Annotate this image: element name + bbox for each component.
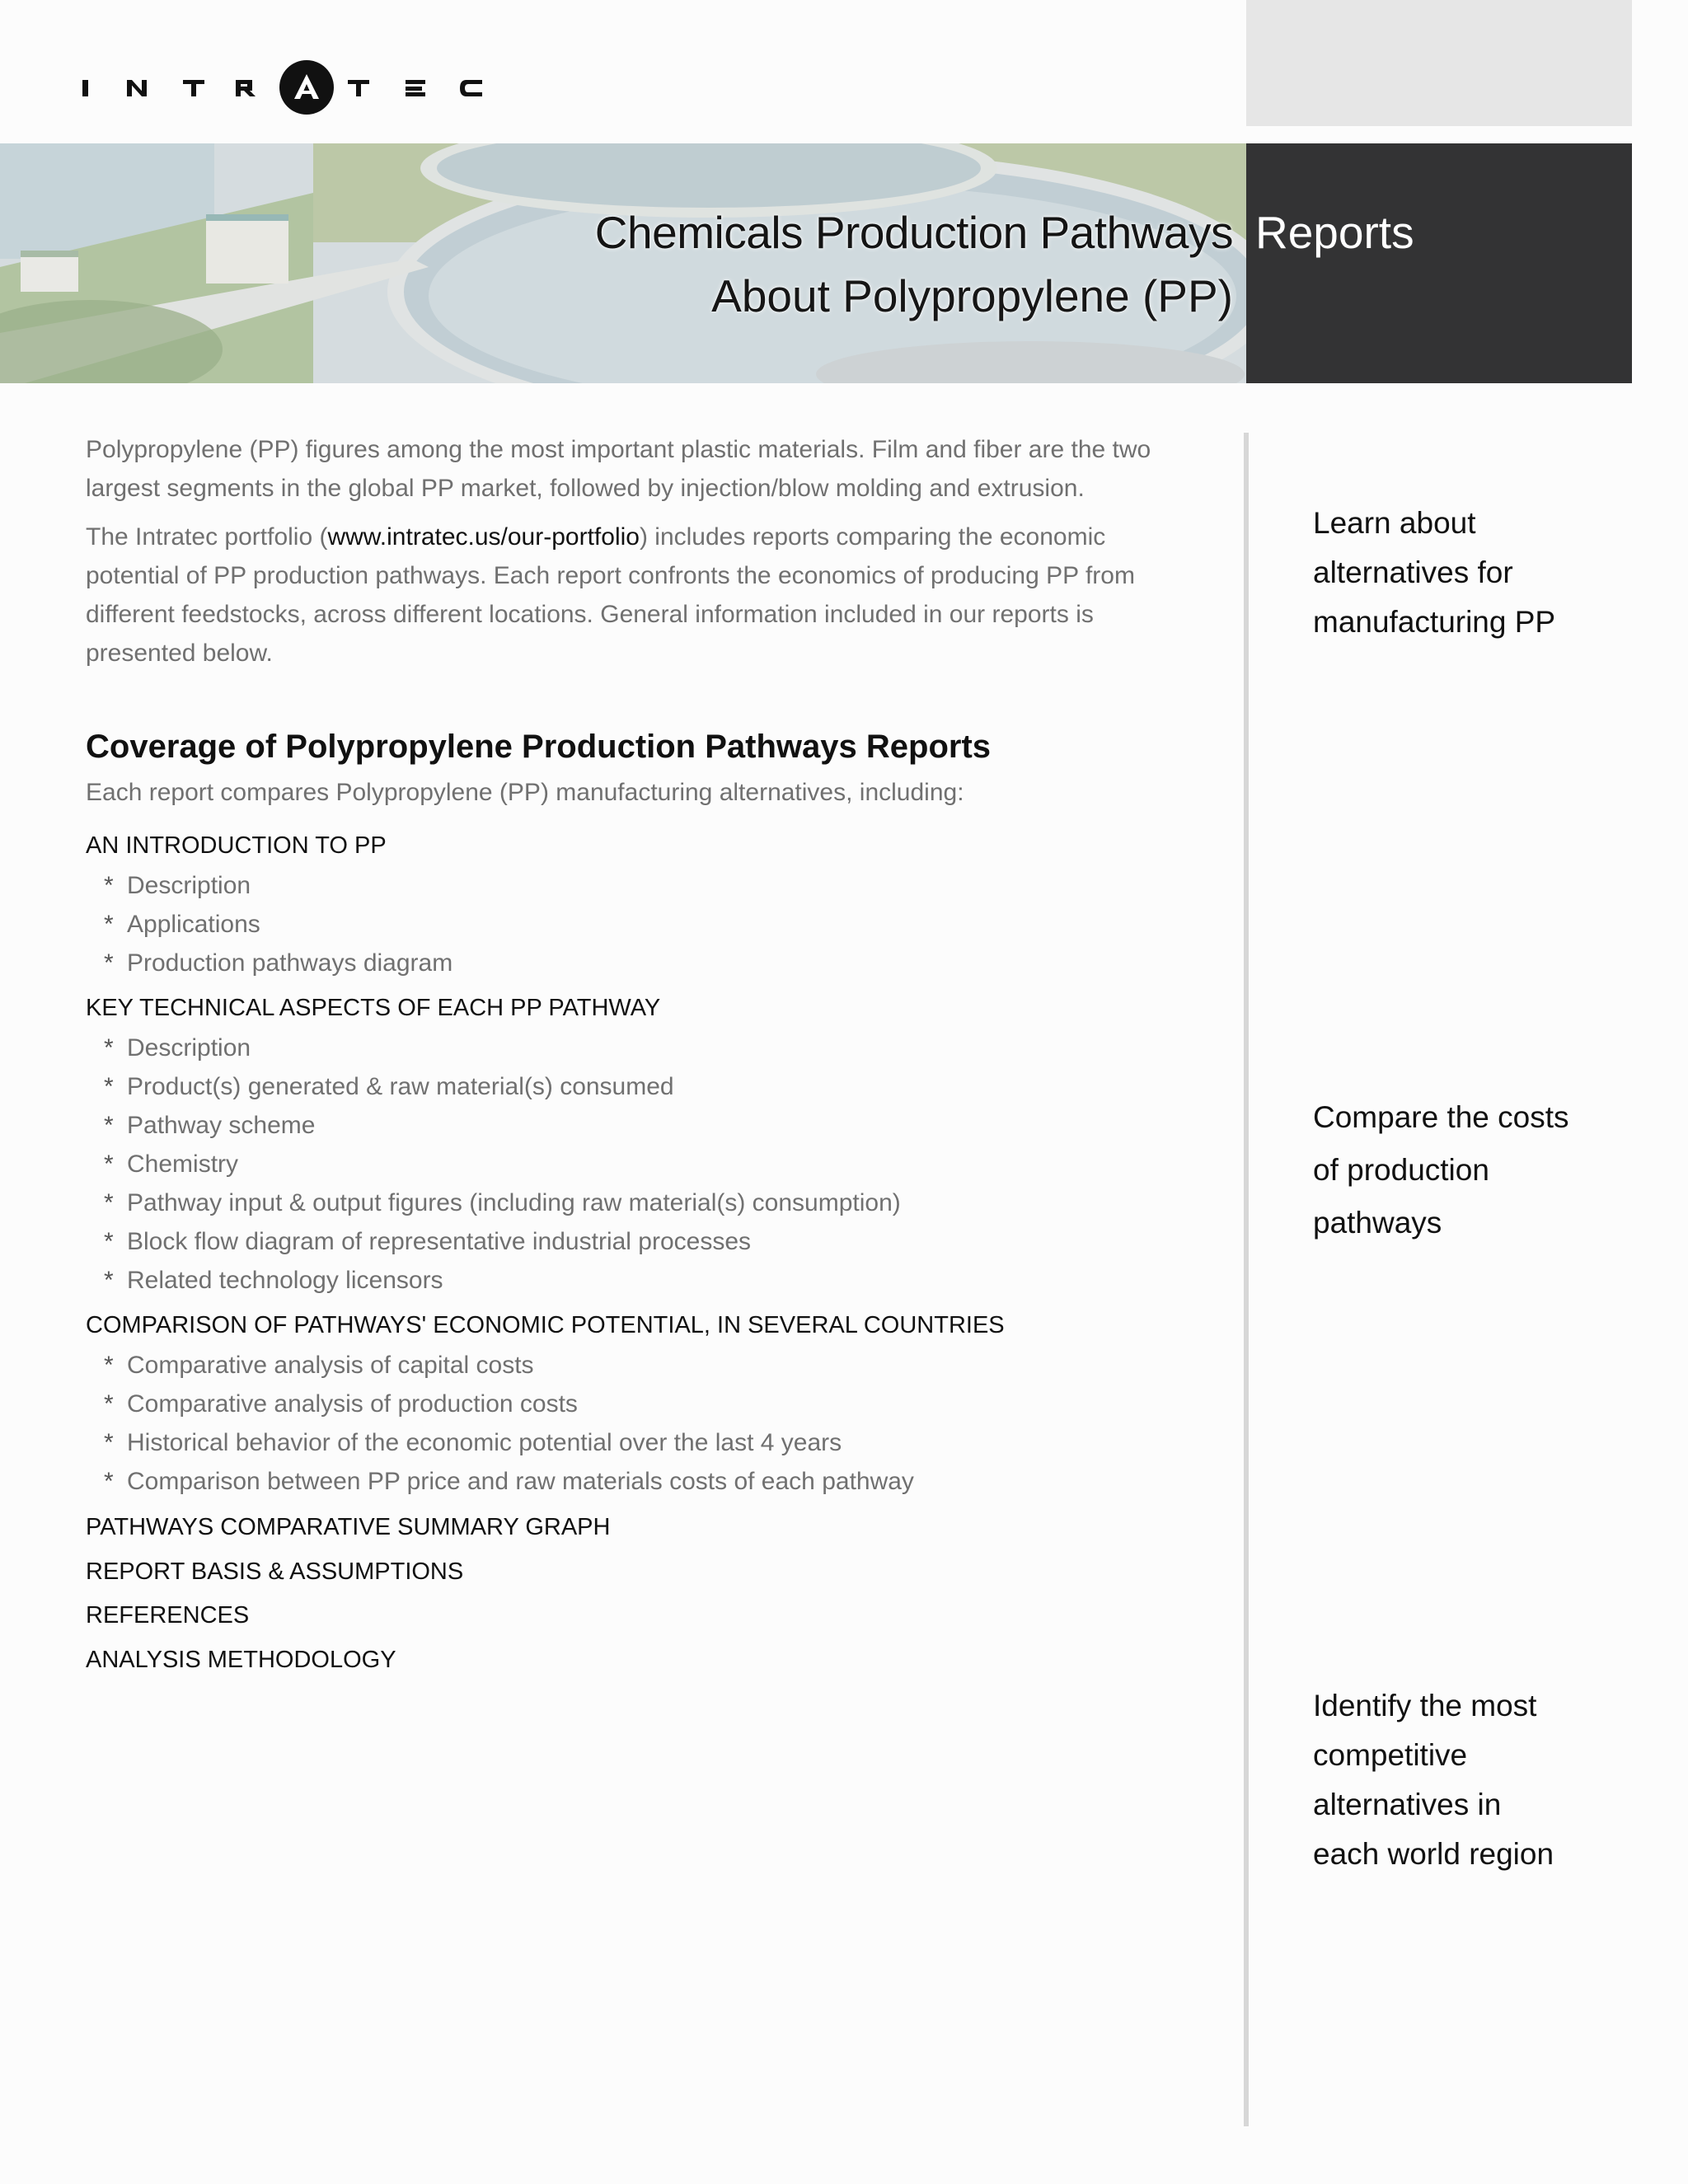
basis-assumptions-title: REPORT BASIS & ASSUMPTIONS	[86, 1558, 464, 1585]
bullet-star: *	[104, 1267, 114, 1294]
list-item-text: Comparison between PP price and raw materials costs of each pathway	[127, 1468, 914, 1495]
intro-text-before-link: The Intratec portfolio (	[86, 523, 328, 551]
intro-paragraph-2	[86, 518, 1190, 673]
bullet-star: *	[104, 1189, 114, 1216]
sidebar-callout-compare	[1313, 1091, 1610, 1249]
list-item-text: Historical behavior of the economic potential over the last 4 years	[127, 1429, 842, 1456]
group-title: KEY TECHNICAL ASPECTS OF EACH PP PATHWAY	[86, 995, 661, 1021]
bullet-star: *	[104, 1352, 114, 1379]
callout-line: alternatives for	[1313, 555, 1513, 589]
bullet-star: *	[104, 1034, 114, 1062]
list-item-text: Applications	[127, 911, 260, 938]
bullet-star: *	[104, 1151, 114, 1178]
bullet-star: *	[104, 1429, 114, 1456]
list-item-text: Block flow diagram of representative industrial processes	[127, 1228, 752, 1255]
main-content	[86, 430, 1190, 1682]
list-item-text: Related technology licensors	[127, 1267, 443, 1294]
list-item-text: Comparative analysis of capital costs	[127, 1352, 534, 1379]
bullet-star: *	[104, 911, 114, 938]
coverage-group-technical	[86, 987, 1190, 1300]
group-items	[86, 866, 1190, 982]
report-title: Chemicals Production Pathways	[594, 207, 1233, 258]
list-item-text: Pathway scheme	[127, 1112, 316, 1139]
list-item	[86, 1067, 1190, 1106]
coverage-group-introduction	[86, 825, 1190, 982]
vertical-divider	[1244, 433, 1249, 2126]
bullet-star: *	[104, 1112, 114, 1139]
callout-line: manufacturing PP	[1313, 605, 1556, 639]
callout-line: Compare the costs	[1313, 1100, 1569, 1134]
header-grey-box	[1246, 0, 1632, 126]
bullet-star: *	[104, 1073, 114, 1100]
coverage-intro: Each report compares Polypropylene (PP) manufacturing alternatives, including:	[86, 779, 964, 806]
group-items	[86, 1029, 1190, 1300]
list-item	[86, 1029, 1190, 1067]
list-item-text: Product(s) generated & raw material(s) consumed	[127, 1073, 674, 1100]
list-item	[86, 1222, 1190, 1261]
sidebar-callout-learn	[1313, 499, 1610, 647]
bullet-star: *	[104, 1468, 114, 1495]
list-item	[86, 1346, 1190, 1385]
bullet-star: *	[104, 1390, 114, 1418]
bullet-star: *	[104, 949, 114, 977]
list-item-text: Description	[127, 1034, 251, 1062]
methodology-title: ANALYSIS METHODOLOGY	[86, 1646, 396, 1673]
bullet-star: *	[104, 1228, 114, 1255]
list-item	[86, 944, 1190, 982]
intro-text-after-link: ) includes reports comparing the economic potential of PP production pathways. Each report confronts the economics of producing PP from different feedstocks, across different locations. General information included in our reports is presented below.	[86, 523, 1135, 667]
callout-line: pathways	[1313, 1206, 1442, 1240]
coverage-group-economics	[86, 1305, 1190, 1501]
banner-image	[0, 143, 1246, 383]
group-title: AN INTRODUCTION TO PP	[86, 832, 387, 859]
report-subtitle: About Polypropylene (PP)	[711, 270, 1233, 321]
list-item	[86, 1261, 1190, 1300]
portfolio-link[interactable]: www.intratec.us/our-portfolio	[327, 523, 640, 551]
list-item	[86, 866, 1190, 905]
water-treatment-photo	[0, 143, 1246, 383]
callout-line: Identify the most	[1313, 1689, 1537, 1722]
list-item-text: Production pathways diagram	[127, 949, 453, 977]
list-item	[86, 1385, 1190, 1423]
list-item	[86, 1183, 1190, 1222]
report-title-suffix: Reports	[1255, 207, 1414, 258]
group-title: COMPARISON OF PATHWAYS' ECONOMIC POTENTIAL, IN SEVERAL COUNTRIES	[86, 1312, 1005, 1338]
list-item	[86, 1462, 1190, 1501]
bullet-star: *	[104, 872, 114, 899]
list-item-text: Comparative analysis of production costs	[127, 1390, 578, 1418]
list-item-text: Description	[127, 872, 251, 899]
group-items	[86, 1346, 1190, 1501]
list-item-text: Pathway input & output figures (including raw material(s) consumption)	[127, 1189, 901, 1216]
list-item	[86, 1145, 1190, 1183]
sidebar-callout-identify	[1313, 1681, 1610, 1879]
callout-line: competitive	[1313, 1738, 1468, 1772]
list-item-text: Chemistry	[127, 1151, 239, 1178]
callout-line: Learn about	[1313, 506, 1476, 540]
list-item	[86, 1106, 1190, 1145]
summary-graph-title: PATHWAYS COMPARATIVE SUMMARY GRAPH	[86, 1514, 611, 1540]
intratec-logo	[82, 59, 503, 117]
intro-paragraph-1: Polypropylene (PP) figures among the most important plastic materials. Film and fiber are the two largest segments in the global PP market, followed by injection/blow molding and extrusion.	[86, 436, 1151, 502]
list-item	[86, 905, 1190, 944]
list-item	[86, 1423, 1190, 1462]
coverage-title: Coverage of Polypropylene Production Pathways Reports	[86, 729, 992, 765]
callout-line: each world region	[1313, 1837, 1554, 1871]
callout-line: of production	[1313, 1153, 1489, 1187]
references-title: REFERENCES	[86, 1602, 250, 1629]
banner-dark-panel	[1246, 143, 1632, 383]
callout-line: alternatives in	[1313, 1788, 1502, 1821]
intratec-logo-mark	[82, 59, 503, 117]
